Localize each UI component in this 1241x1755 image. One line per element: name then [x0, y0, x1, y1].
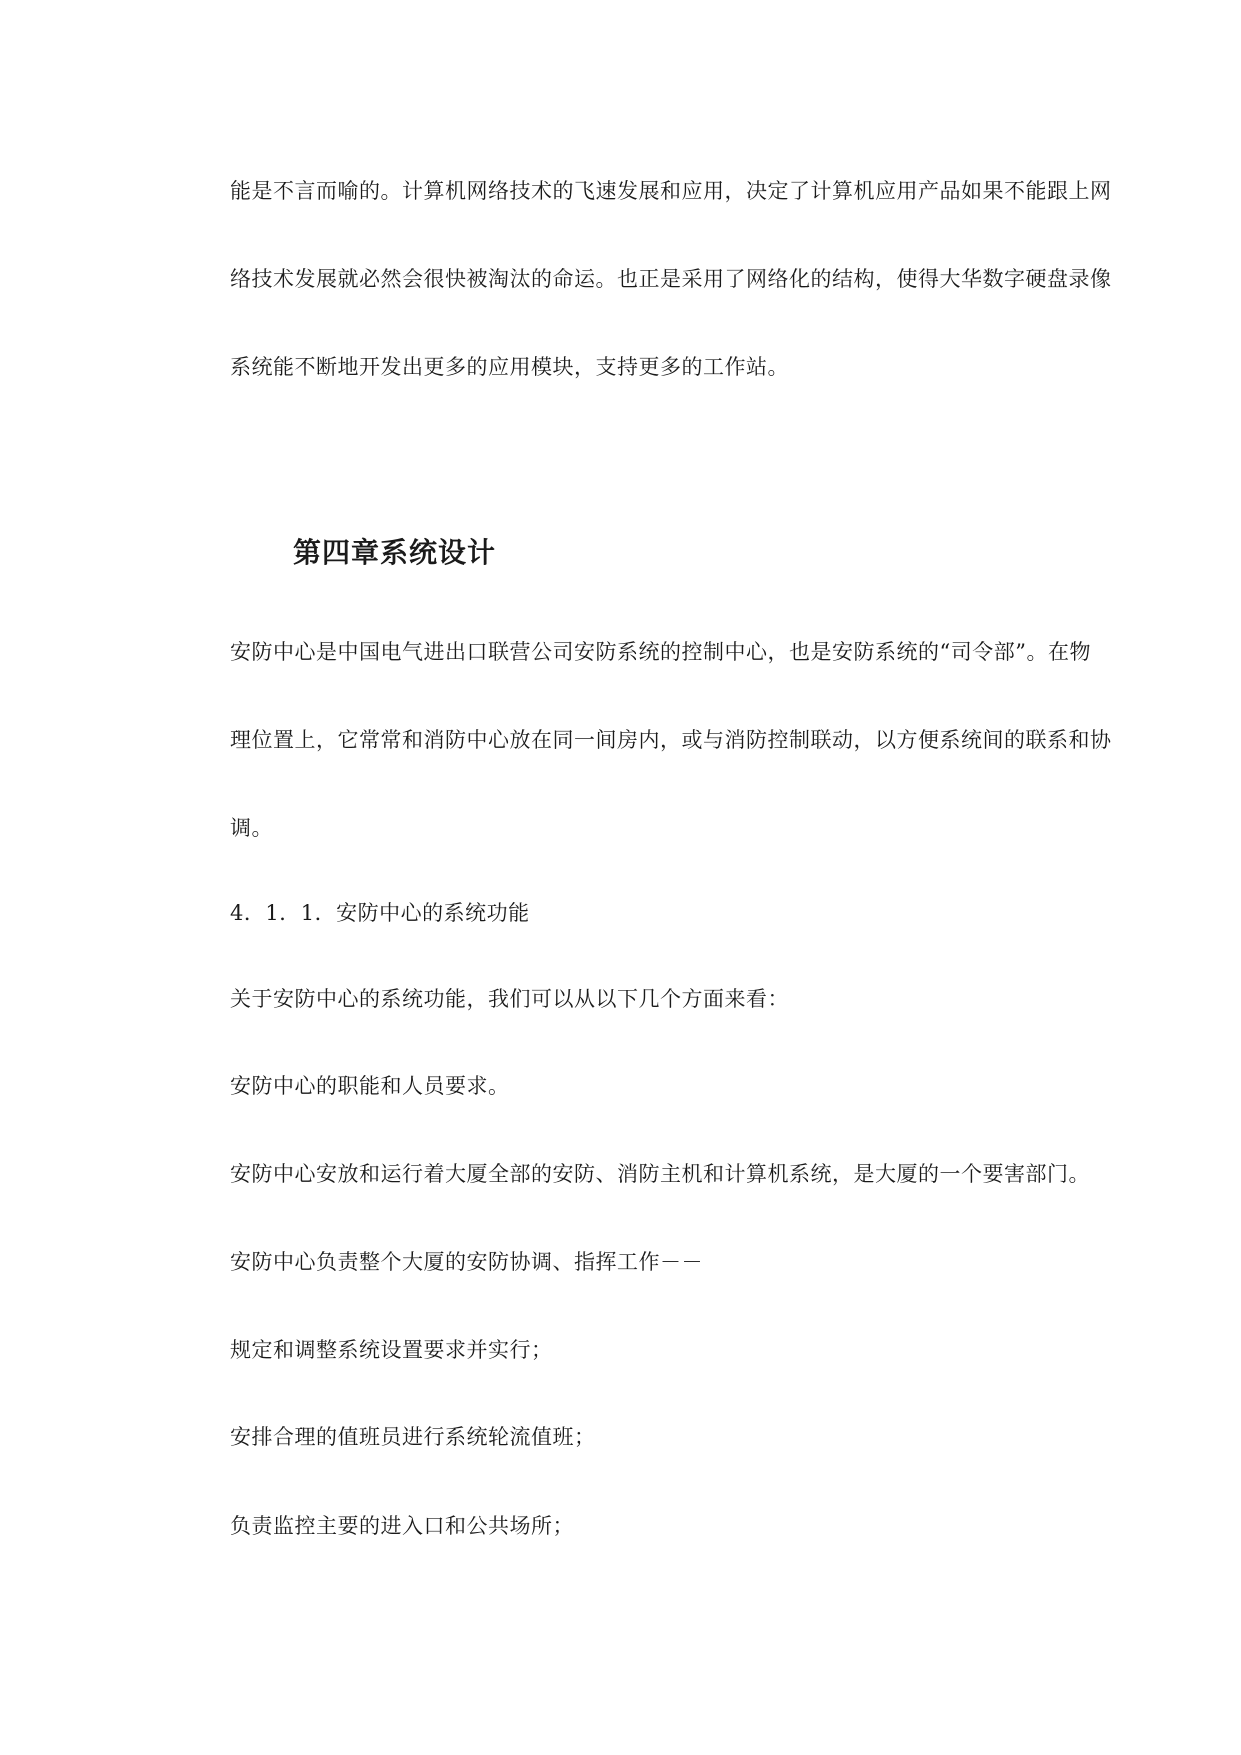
paragraph-line: 调。	[230, 816, 273, 840]
paragraph-line: 安防中心是中国电气进出口联营公司安防系统的控制中心，也是安防系统的“司令部”。在物	[230, 640, 1091, 664]
body-line: 安防中心的职能和人员要求。	[230, 1074, 510, 1098]
section-heading: 4．1．1．安防中心的系统功能	[230, 901, 530, 925]
paragraph-line: 能是不言而喻的。计算机网络技术的飞速发展和应用，决定了计算机应用产品如果不能跟上网	[230, 179, 1112, 203]
body-line: 安排合理的值班员进行系统轮流值班；	[230, 1425, 596, 1449]
body-line: 规定和调整系统设置要求并实行；	[230, 1338, 553, 1362]
body-line: 负责监控主要的进入口和公共场所；	[230, 1514, 574, 1538]
paragraph-line: 系统能不断地开发出更多的应用模块，支持更多的工作站。	[230, 355, 789, 379]
body-line: 关于安防中心的系统功能，我们可以从以下几个方面来看：	[230, 987, 789, 1011]
body-line: 安防中心负责整个大厦的安防协调、指挥工作－－	[230, 1250, 703, 1274]
paragraph-line: 络技术发展就必然会很快被淘汰的命运。也正是采用了网络化的结构，使得大华数字硬盘录像	[230, 267, 1112, 291]
chapter-heading: 第四章系统设计	[293, 536, 497, 569]
body-line: 安防中心安放和运行着大厦全部的安防、消防主机和计算机系统，是大厦的一个要害部门。	[230, 1162, 1090, 1186]
paragraph-line: 理位置上，它常常和消防中心放在同一间房内，或与消防控制联动，以方便系统间的联系和协	[230, 728, 1112, 752]
